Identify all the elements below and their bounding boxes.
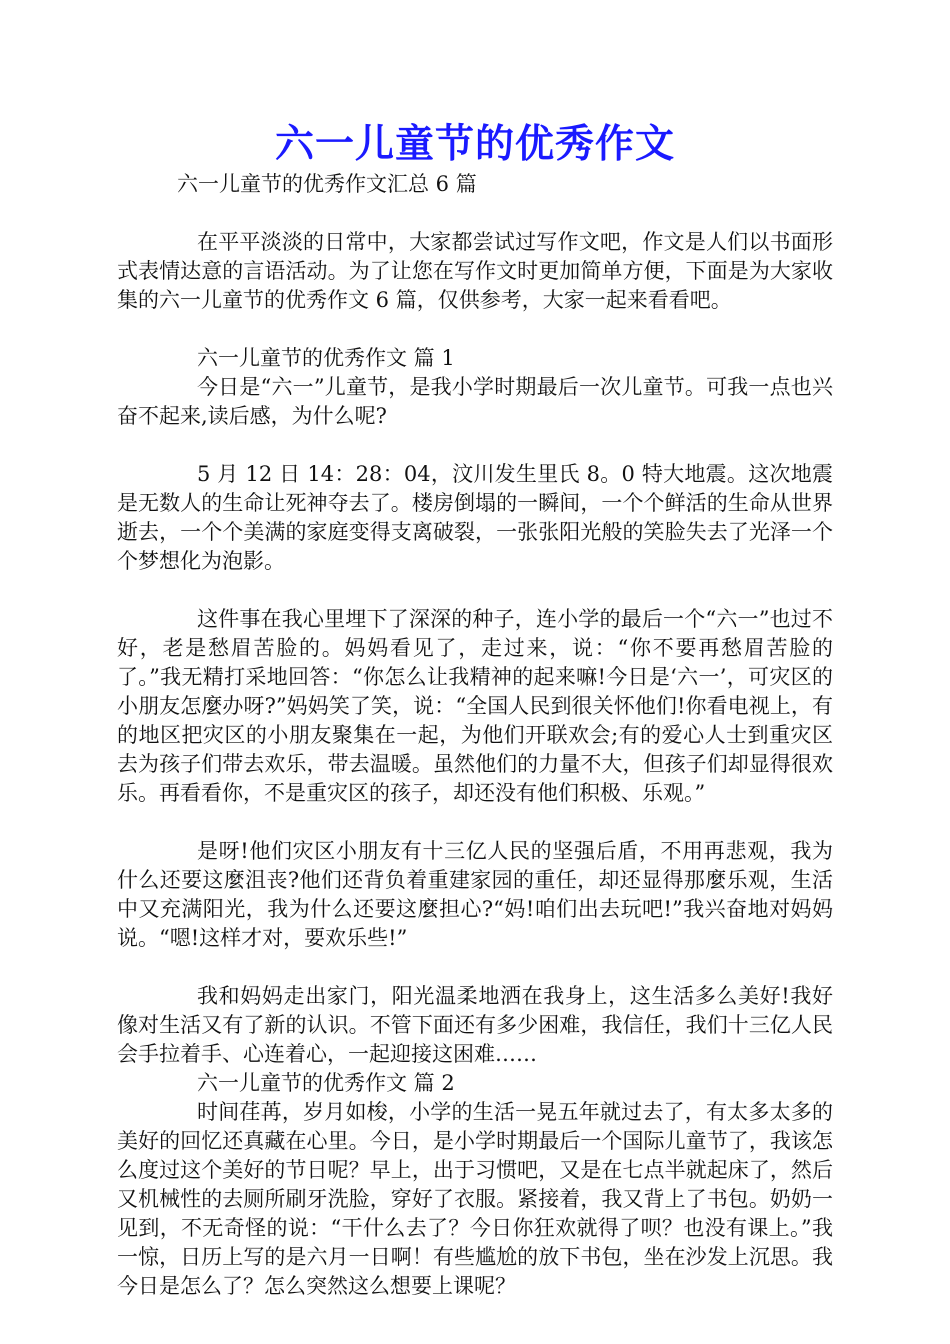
section-1-paragraph-2: 5 月 12 日 14：28：04，汶川发生里氏 8。0 特大地震。这次地震是无数人的生命让死神夺去了。楼房倒塌的一瞬间，一个个鲜活的生命从世界逝去，一个个美满的家庭变得支离破裂，一张张阳光般的笑脸失去了光泽一个个梦想化为泡影。 [117, 462, 833, 573]
spacer [117, 431, 833, 460]
spacer [117, 315, 833, 344]
document-subtitle: 六一儿童节的优秀作文汇总 6 篇 [177, 172, 477, 196]
section-1-paragraph-1: 今日是“六一”儿童节，是我小学时期最后一次儿童节。可我一点也兴奋不起来,读后感，为什么呢? [117, 375, 833, 428]
section-2-paragraph-1: 时间荏苒，岁月如梭，小学的生活一晃五年就过去了，有太多太多的美好的回忆还真藏在心里。今日，是小学时期最后一个国际儿童节了，我该怎么度过这个美好的节日呢？早上，出于习惯吧，又是在七点半就起床了，然后又机械性的去厕所刷牙洗脸，穿好了衣服。紧接着，我又背上了书包。奶奶一见到，不无奇怪的说：“干什么去了？今日你狂欢就得了呗？也没有课上。”我一惊，日历上写的是六月一日啊！有些尴尬的放下书包，坐在沙发上沉思。我今日是怎么了？怎么突然这么想要上课呢？ [117, 1100, 833, 1298]
spacer [117, 808, 833, 837]
spacer [117, 953, 833, 982]
section-2-heading: 六一儿童节的优秀作文 篇 2 [197, 1071, 455, 1095]
spacer [117, 199, 833, 228]
intro-paragraph: 在平平淡淡的日常中，大家都尝试过写作文吧，作文是人们以书面形式表情达意的言语活动。为了让您在写作文时更加简单方便，下面是为大家收集的六一儿童节的优秀作文 6 篇，仅供参考，大家一起来看看吧。 [117, 230, 833, 312]
section-1-paragraph-3: 这件事在我心里埋下了深深的种子，连小学的最后一个“六一”也过不好，老是愁眉苦脸的。妈妈看见了，走过来，说：“你不要再愁眉苦脸的了。”我无精打采地回答：“你怎么让我精神的起来嘛!今日是‘六一’，可灾区的小朋友怎麼办呀?”妈妈笑了笑，说：“全国人民到很关怀他们!你看电视上，有的地区把灾区的小朋友聚集在一起，为他们开联欢会;有的爱心人士到重灾区去为孩子们带去欢乐，带去温暖。虽然他们的力量不大，但孩子们却显得很欢乐。再看看你，不是重灾区的孩子，却还没有他们积极、乐观。” [117, 607, 833, 805]
document-page [117, 120, 833, 1301]
section-1-heading: 六一儿童节的优秀作文 篇 1 [197, 346, 455, 370]
section-1-paragraph-5: 我和妈妈走出家门，阳光温柔地洒在我身上，这生活多么美好!我好像对生活又有了新的认识。不管下面还有多少困难，我信任，我们十三亿人民会手拉着手、心连着心，一起迎接这困难…… [117, 984, 833, 1066]
document-title: 六一儿童节的优秀作文 [274, 121, 675, 167]
spacer [117, 576, 833, 605]
section-1-paragraph-4: 是呀!他们灾区小朋友有十三亿人民的坚强后盾，不用再悲观，我为什么还要这麼沮丧?他们还背负着重建家园的重任，却还显得那麼乐观，生活中又充满阳光，我为什么还要这麼担心?“妈!咱们出去玩吧!”我兴奋地对妈妈说。“嗯!这样才对，要欢乐些!” [117, 839, 833, 950]
